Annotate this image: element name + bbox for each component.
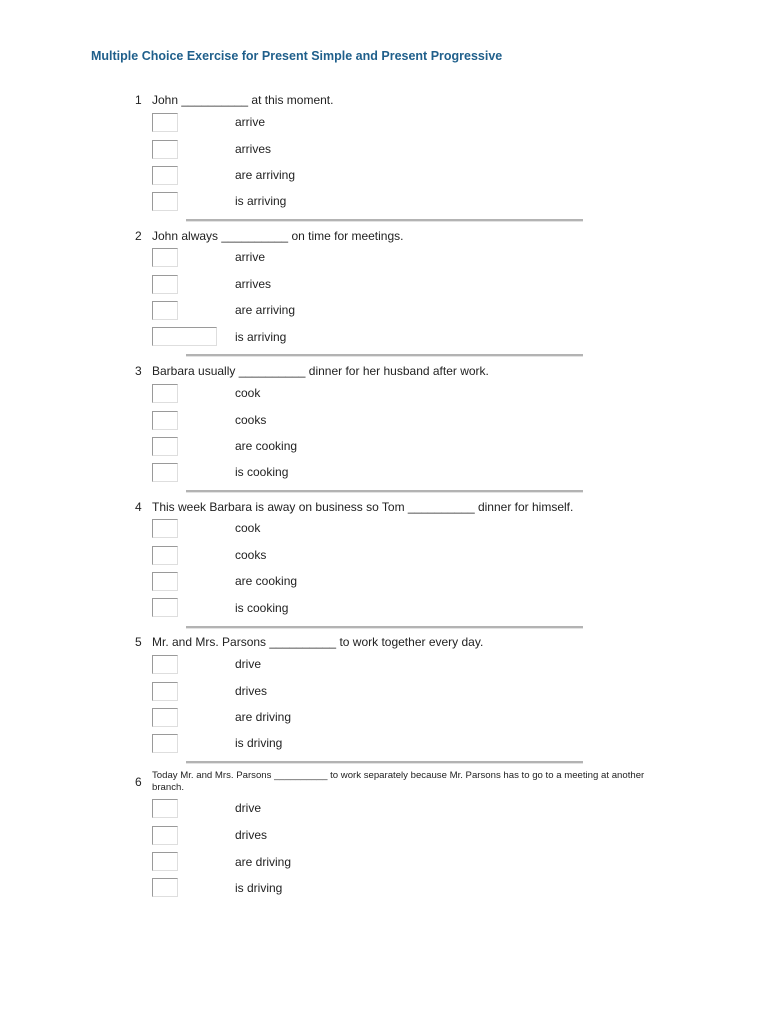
answer-checkbox[interactable] <box>152 113 178 132</box>
option-label: are driving <box>235 710 292 724</box>
answer-checkbox[interactable] <box>152 166 178 185</box>
question-divider <box>186 219 583 222</box>
option-label: cooks <box>235 548 267 562</box>
question-divider <box>186 490 583 493</box>
answer-checkbox[interactable] <box>152 275 178 294</box>
option-label: drives <box>235 828 268 842</box>
option-label: are cooking <box>235 439 298 453</box>
option-label: arrive <box>235 250 266 264</box>
question-number: 4 <box>135 500 142 514</box>
option-label: are cooking <box>235 574 298 588</box>
option-label: are arriving <box>235 168 296 182</box>
question-text: John __________ at this moment. <box>152 93 334 107</box>
answer-checkbox[interactable] <box>152 192 178 211</box>
question-divider <box>186 626 583 629</box>
answer-checkbox[interactable] <box>152 546 178 565</box>
page-title: Multiple Choice Exercise for Present Simple and Present Progressive <box>91 49 503 63</box>
option-label: is cooking <box>235 465 289 479</box>
option-label: are arriving <box>235 303 296 317</box>
answer-checkbox[interactable] <box>152 598 178 617</box>
answer-checkbox[interactable] <box>152 327 217 346</box>
answer-checkbox[interactable] <box>152 878 178 897</box>
question-divider <box>186 761 583 764</box>
answer-checkbox[interactable] <box>152 826 178 845</box>
question-divider <box>186 354 583 357</box>
answer-checkbox[interactable] <box>152 248 178 267</box>
question-text: John always __________ on time for meetings. <box>152 229 404 243</box>
answer-checkbox[interactable] <box>152 852 178 871</box>
question-number: 3 <box>135 364 142 378</box>
option-label: cook <box>235 386 261 400</box>
question-text: Today Mr. and Mrs. Parsons __________ to work separately because Mr. Parsons has to go to a meeting at another branch. <box>152 770 645 793</box>
option-label: is driving <box>235 881 283 895</box>
question-number: 6 <box>135 775 142 789</box>
question-number: 1 <box>135 93 142 107</box>
question-number: 5 <box>135 635 142 649</box>
answer-checkbox[interactable] <box>152 519 178 538</box>
option-label: arrives <box>235 277 272 291</box>
answer-checkbox[interactable] <box>152 734 178 753</box>
option-label: is cooking <box>235 601 289 615</box>
answer-checkbox[interactable] <box>152 437 178 456</box>
answer-checkbox[interactable] <box>152 655 178 674</box>
option-label: cook <box>235 521 261 535</box>
option-label: drives <box>235 684 268 698</box>
answer-checkbox[interactable] <box>152 301 178 320</box>
question-number: 2 <box>135 229 142 243</box>
option-label: cooks <box>235 413 267 427</box>
option-label: is driving <box>235 736 283 750</box>
option-label: are driving <box>235 855 292 869</box>
answer-checkbox[interactable] <box>152 682 178 701</box>
option-label: arrive <box>235 115 266 129</box>
question-text: This week Barbara is away on business so Tom __________ dinner for himself. <box>152 500 574 514</box>
question-text: Barbara usually __________ dinner for her husband after work. <box>152 364 489 378</box>
option-label: arrives <box>235 142 272 156</box>
answer-checkbox[interactable] <box>152 708 178 727</box>
answer-checkbox[interactable] <box>152 384 178 403</box>
option-label: drive <box>235 801 262 815</box>
option-label: is arriving <box>235 194 287 208</box>
answer-checkbox[interactable] <box>152 799 178 818</box>
answer-checkbox[interactable] <box>152 572 178 591</box>
answer-checkbox[interactable] <box>152 411 178 430</box>
option-label: drive <box>235 657 262 671</box>
answer-checkbox[interactable] <box>152 140 178 159</box>
option-label: is arriving <box>235 330 287 344</box>
answer-checkbox[interactable] <box>152 463 178 482</box>
question-text: Mr. and Mrs. Parsons __________ to work together every day. <box>152 635 484 649</box>
